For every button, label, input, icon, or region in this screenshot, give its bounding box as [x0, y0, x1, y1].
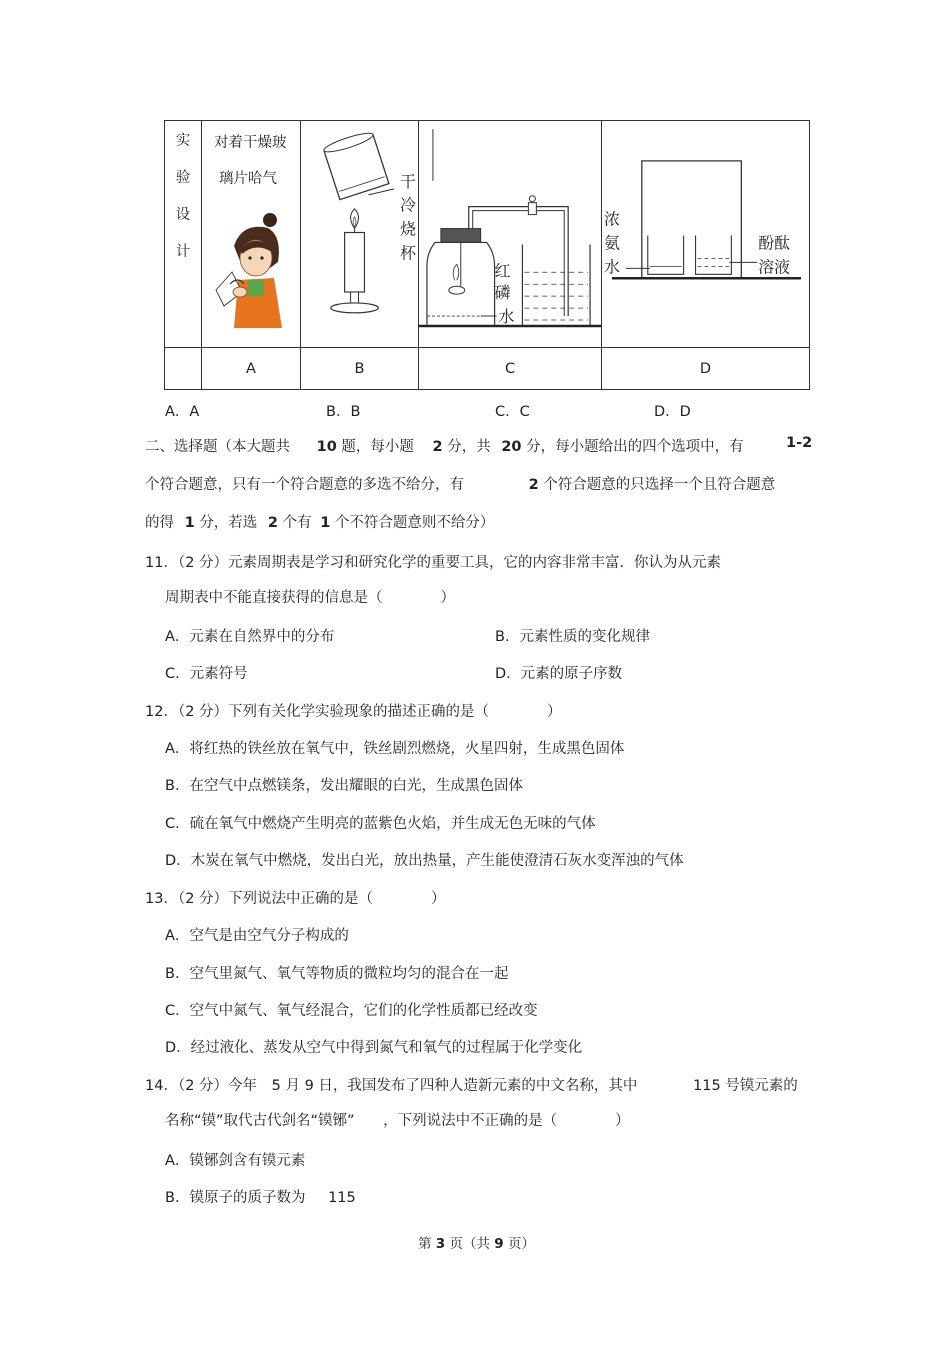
- figure-a-caption-2: 璃片哈气: [219, 171, 277, 187]
- q10-option-a: A．A: [165, 404, 200, 420]
- b-label-char: 烧: [400, 219, 417, 239]
- c-label-phosphorus: 磷: [494, 283, 511, 303]
- q11-option-b: B．元素性质的变化规律: [495, 629, 650, 645]
- row-label-cell: [165, 121, 202, 348]
- d-label-char: 氨: [603, 233, 620, 253]
- d-label-char: 浓: [603, 209, 620, 229]
- b-label-char: 冷: [400, 195, 417, 215]
- q12-option-c: C．硫在氧气中燃烧产生明亮的蓝紫色火焰，并生成无色无味的气体: [165, 816, 596, 832]
- q10-option-c: C．C: [495, 404, 530, 420]
- q14-option-a: A．镆铘剑含有镆元素: [165, 1153, 306, 1169]
- section-heading-range: 1-2: [786, 435, 813, 451]
- c-label-red: 红: [494, 261, 511, 281]
- candle-cold-beaker-illustration: [301, 121, 418, 347]
- c-label-water: 水: [498, 307, 515, 327]
- q10-option-d: D．D: [654, 404, 691, 420]
- q12-option-b: B．在空气中点燃镁条，发出耀眼的白光，生成黑色固体: [165, 778, 523, 794]
- row-label-char: 验: [175, 170, 191, 186]
- figure-d-cell: [602, 121, 810, 348]
- section-heading-line-1: 二、选择题（本大题共 10 题，每小题 2 分，共 20 分，每小题给出的四个选项中，有: [145, 439, 744, 455]
- experiment-table: [164, 120, 810, 390]
- q11-option-a: A．元素在自然界中的分布: [165, 629, 335, 645]
- q13-stem: 13．（2 分）下列说法中正确的是（ ）: [145, 891, 446, 907]
- row-label-char: 实: [175, 133, 191, 149]
- d-label-char: 水: [603, 257, 620, 277]
- q11-stem-line-2: 周期表中不能直接获得的信息是（ ）: [165, 590, 455, 606]
- row-label-char: 设: [175, 207, 191, 223]
- section-heading-line-3: 的得 1 分，若选 2 个有 1 个不符合题意则不给分）: [145, 515, 495, 531]
- d-label-phenol: 酚酞: [758, 233, 791, 253]
- figure-a-caption-1: 对着干燥玻: [214, 135, 287, 151]
- q11-option-c: C．元素符号: [165, 666, 248, 682]
- b-label-char: 杯: [400, 243, 417, 263]
- figure-a-cell: [202, 121, 301, 348]
- b-label-char: 干: [400, 171, 417, 191]
- q14-stem-line-1: 14．（2 分）今年 5 月 9 日，我国发布了四种人造新元素的中文名称，其中: [145, 1078, 638, 1094]
- q11-stem-line-1: 11．（2 分）元素周期表是学习和研究化学的重要工具，它的内容非常丰富．你认为从元素: [145, 555, 722, 571]
- q13-option-a: A．空气是由空气分子构成的: [165, 928, 349, 944]
- column-label-d: D: [602, 348, 810, 390]
- column-label-c: C: [419, 348, 602, 390]
- empty-cell: [165, 348, 202, 390]
- figure-c-cell: [419, 121, 602, 348]
- column-label-b: B: [301, 348, 419, 390]
- row-label-char: 计: [175, 244, 191, 260]
- girl-breathing-illustration: [212, 206, 292, 331]
- q10-option-b: B．B: [326, 404, 361, 420]
- d-label-solution: 溶液: [758, 257, 791, 277]
- column-label-a: A: [202, 348, 301, 390]
- q12-stem: 12．（2 分）下列有关化学实验现象的描述正确的是（ ）: [145, 704, 562, 720]
- q14-option-b: B．镆原子的质子数为 115: [165, 1190, 356, 1206]
- ammonia-phenolphthalein-apparatus-illustration: [602, 121, 809, 347]
- q12-option-d: D．木炭在氧气中燃烧，发出白光，放出热量，产生能使澄清石灰水变浑浊的气体: [165, 853, 684, 869]
- q13-option-c: C．空气中氮气、氧气经混合，它们的化学性质都已经改变: [165, 1003, 538, 1019]
- q11-option-d: D．元素的原子序数: [495, 666, 623, 682]
- page-footer: 第 3 页（共 9 页）: [418, 1236, 535, 1252]
- q13-option-d: D．经过液化、蒸发从空气中得到氮气和氧气的过程属于化学变化: [165, 1040, 583, 1056]
- figure-b-cell: [301, 121, 419, 348]
- q13-option-b: B．空气里氮气、氧气等物质的微粒均匀的混合在一起: [165, 966, 509, 982]
- section-heading-line-2: 个符合题意，只有一个符合题意的多选不给分，有 2 个符合题意的只选择一个且符合题意: [145, 477, 776, 493]
- q14-stem-line-1-end: 115 号镆元素的: [693, 1078, 798, 1094]
- red-phosphorus-apparatus-illustration: [419, 121, 601, 347]
- q12-option-a: A．将红热的铁丝放在氧气中，铁丝剧烈燃烧，火星四射，生成黑色固体: [165, 741, 625, 757]
- q14-stem-line-2: 名称“镆”取代古代剑名“镆铘” ，下列说法中不正确的是（ ）: [165, 1113, 630, 1129]
